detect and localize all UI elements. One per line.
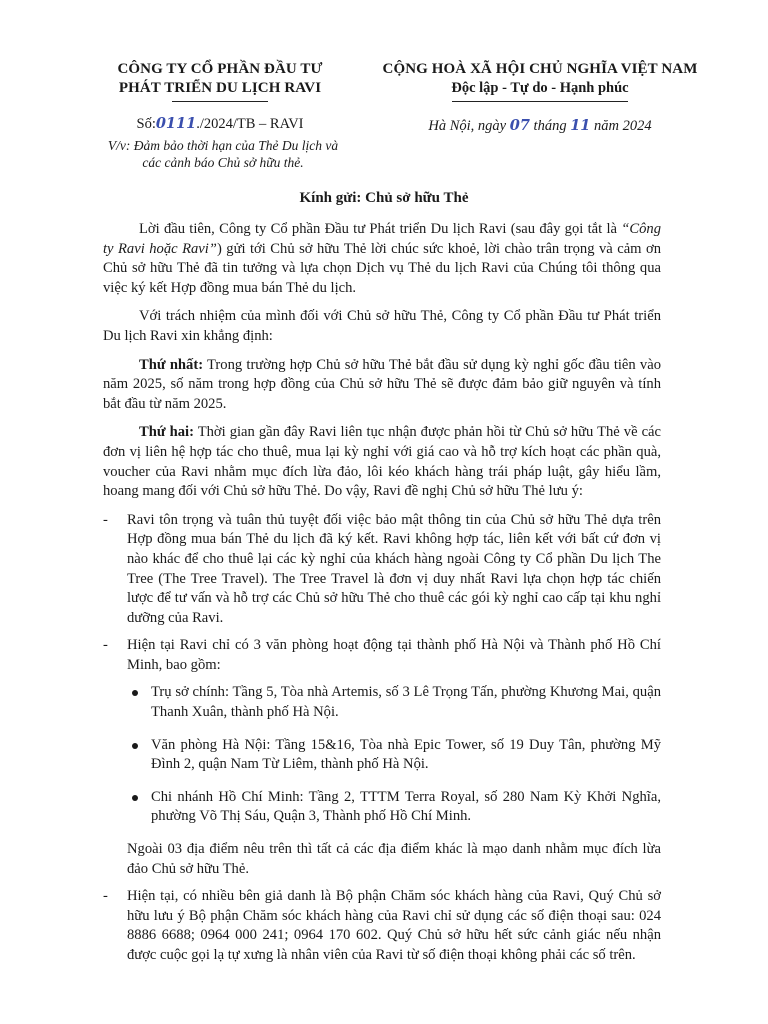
intro-quote: “Công ty Ravi hoặc Ravi”	[103, 221, 661, 257]
offices-list	[127, 683, 661, 827]
date-day: 07	[509, 117, 530, 134]
office-item: Chi nhánh Hồ Chí Minh: Tầng 2, TTTM Terra Royal, số 280 Nam Kỳ Khởi Nghĩa, phường Võ Thị Sáu, Quận 3, Thành phố Hồ Chí Minh.	[127, 788, 661, 827]
docno-prefix: Số:	[136, 116, 156, 132]
date-month: 11	[570, 117, 591, 134]
motto-underline	[452, 101, 628, 102]
salutation: Kính gửi: Chủ sở hữu Thẻ	[299, 190, 469, 206]
document-number	[100, 115, 340, 133]
dash-marker: -	[103, 637, 108, 654]
list-item	[103, 887, 661, 965]
office-item: Văn phòng Hà Nội: Tầng 15&16, Tòa nhà Epic Tower, số 19 Duy Tân, phường Mỹ Đình 2, quận Nam Từ Liêm, thành phố Hà Nội.	[127, 736, 661, 775]
bullet-dot	[132, 690, 138, 696]
office-item: Trụ sở chính: Tầng 5, Tòa nhà Artemis, số 3 Lê Trọng Tấn, phường Khương Mai, quận Thanh Xuân, thành phố Hà Nội.	[127, 683, 661, 722]
company-underline	[172, 101, 268, 102]
second-label: Thứ hai:	[139, 424, 194, 441]
company-header	[100, 60, 340, 171]
place-date	[370, 117, 710, 135]
bullet-dot	[132, 743, 138, 749]
commitment-paragraph: Với trách nhiệm của mình đối với Chủ sở hữu Thẻ, Công ty Cổ phần Đầu tư Phát triển Du lịch Ravi xin khẳng định:	[103, 308, 661, 344]
company-name-line2: PHÁT TRIỂN DU LỊCH RAVI	[118, 80, 322, 96]
document-subject	[100, 137, 340, 171]
nation-title: CỘNG HOÀ XÃ HỘI CHỦ NGHĨA VIỆT NAM	[382, 61, 698, 77]
hotline-note: Hiện tại, có nhiều bên giả danh là Bộ phận Chăm sóc khách hàng của Ravi, Quý Chủ sở hữu lưu ý Bộ phận Chăm sóc khách hàng của Ravi chỉ sử dụng các số điện thoại sau: 024 8886 6688; 0964 000 241; 0964 170 602. Quý Chủ sở hữu hết sức cảnh giác nếu nhận được cuộc gọi lạ tự xưng là nhân viên của Ravi từ số điện thoại không phải các số trên.	[127, 888, 661, 963]
dash-marker: -	[103, 888, 108, 905]
national-header	[370, 60, 710, 135]
dash-marker: -	[103, 511, 108, 528]
offices-warning: Ngoài 03 địa điểm nêu trên thì tất cả các địa điểm khác là mạo danh nhằm mục đích lừa đảo Chủ sở hữu Thẻ.	[127, 841, 661, 877]
second-point: Thứ hai: Thời gian gần đây Ravi liên tục nhận được phản hồi từ Chủ sở hữu Thẻ về các đơn vị liên hệ hợp tác cho thuê, mua lại kỳ nghỉ với giá cao và hỗ trợ kích hoạt các phần quà, voucher của Ravi nhằm mục đích lừa đảo, lôi kéo khách hàng trái pháp luật, gây hiểu lầm, hoang mang đối với Chủ sở hữu Thẻ. Do vậy, Ravi đề nghị Chủ sở hữu Thẻ lưu ý:	[103, 424, 661, 500]
date-prefix: Hà Nội, ngày	[428, 118, 507, 134]
date-year: năm 2024	[594, 118, 652, 134]
letter-body	[103, 220, 661, 974]
nation-motto: Độc lập - Tự do - Hạnh phúc	[451, 80, 629, 96]
list-item	[103, 636, 661, 879]
bullet-dot	[132, 795, 138, 801]
first-label: Thứ nhất:	[139, 356, 204, 373]
intro-paragraph: Lời đầu tiên, Công ty Cổ phần Đầu tư Phát triển Du lịch Ravi (sau đây gọi tắt là “Công ty Ravi hoặc Ravi”) gửi tới Chủ sở hữu Thẻ lời chúc sức khoẻ, lời chào trân trọng và cảm ơn Chủ sở hữu Thẻ đã tin tưởng và lựa chọn Dịch vụ Thẻ du lịch Ravi của Chúng tôi thông qua việc ký kết Hợp đồng mua bán Thẻ du lịch.	[103, 221, 662, 296]
list-item	[103, 511, 661, 629]
privacy-note: Ravi tôn trọng và tuân thủ tuyệt đối việc bảo mật thông tin của Chủ sở hữu Thẻ dựa trên Hợp đồng mua bán Thẻ du lịch đã ký kết. Ravi không hợp tác, liên kết với bất cứ đơn vị nào khác để cho thuê lại các kỳ nghỉ của khách hàng ngoài Công ty Cổ phần Du lịch The Tree (The Tree Travel). The Tree Travel là đơn vị duy nhất Ravi lựa chọn hợp tác chiến lược để tư vấn và hỗ trợ các Chủ sở hữu Thẻ cho thuê các gói kỳ nghỉ cao cấp tại khu nghỉ dưỡng của Ravi.	[127, 511, 661, 626]
docno-suffix: ./2024/TB – RAVI	[196, 116, 304, 132]
docno-handwritten: 0111	[155, 115, 197, 132]
subject-line2: các cảnh báo Chủ sở hữu thẻ.	[142, 155, 304, 170]
offices-intro: Hiện tại Ravi chỉ có 3 văn phòng hoạt động tại thành phố Hà Nội và Thành phố Hồ Chí Minh, bao gồm:	[127, 637, 661, 673]
company-name-line1: CÔNG TY CỔ PHẦN ĐẦU TƯ	[117, 61, 323, 77]
subject-line1: V/v: Đảm bảo thời hạn của Thẻ Du lịch và	[107, 138, 339, 153]
date-month-label: tháng	[533, 118, 567, 134]
first-point: Thứ nhất: Trong trường hợp Chủ sở hữu Thẻ bắt đầu sử dụng kỳ nghỉ gốc đầu tiên vào năm 2025, số năm trong hợp đồng của Chủ sở hữu Thẻ sẽ được đảm bảo giữ nguyên và tính bắt đầu từ năm 2025.	[103, 356, 661, 412]
